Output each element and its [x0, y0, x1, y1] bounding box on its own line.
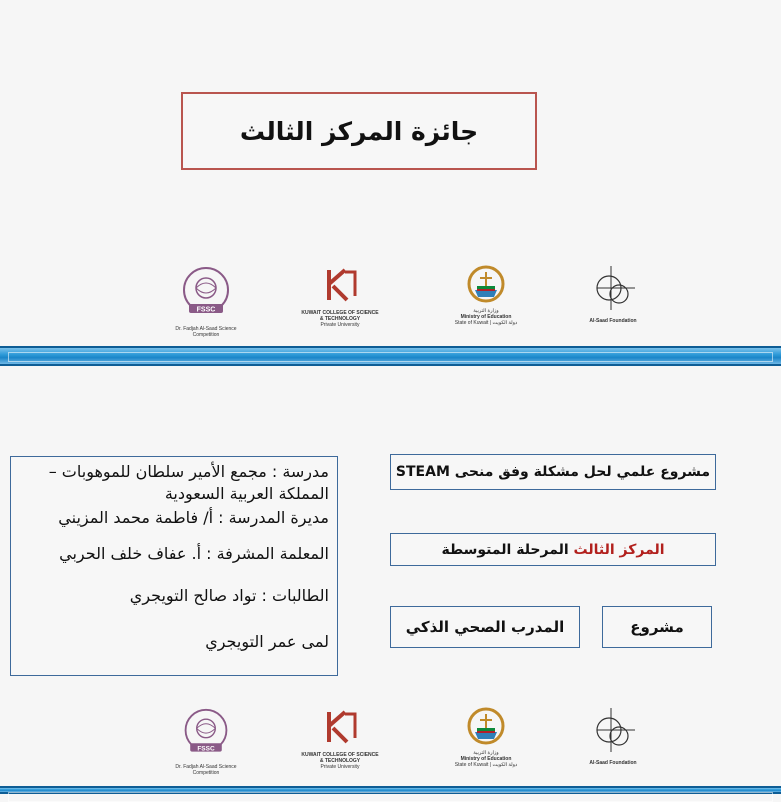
award-title: جائزة المركز الثالث — [181, 92, 537, 170]
kcst-emblem-icon — [315, 708, 365, 748]
country: المملكة العربية السعودية — [164, 484, 329, 503]
students: الطالبات : تواد صالح التويجري — [129, 586, 329, 605]
kcst-emblem-icon — [315, 266, 365, 306]
project-label-box: مشروع — [602, 606, 712, 648]
svg-text:FSSC: FSSC — [196, 306, 216, 314]
rank-text: المركز الثالث المرحلة المتوسطة — [441, 541, 665, 558]
school-name: مدرسة : مجمع الأمير سلطان للموهوبات – — [48, 462, 329, 481]
alsaad-emblem-icon — [583, 704, 643, 756]
ministry-logo-bottom: وزارة التربية Ministry of Education State of Kuwait | دولة الكويت — [446, 706, 526, 782]
fssc-logo-bottom: FSSC Dr. Fadjah Al-Saad Science Competition — [170, 708, 242, 778]
project-description-box: مشروع علمي لحل مشكلة وفق منحى STEAM — [390, 454, 716, 490]
fssc-logo: FSSC Dr. Fadjah Al-Saad Science Competition — [170, 266, 242, 338]
blue-divider — [0, 346, 781, 366]
project-name-box: المدرب الصحي الذكي — [390, 606, 580, 648]
svg-text:FSSC: FSSC — [197, 745, 215, 753]
fssc-emblem-icon — [175, 266, 237, 322]
alsaad-foundation-logo-bottom: Al-Saad Foundation — [573, 704, 653, 780]
alsaad-emblem-icon — [583, 262, 643, 314]
kuwait-emblem-icon — [466, 264, 506, 304]
kuwait-emblem-icon — [466, 706, 506, 746]
school-info-panel — [10, 456, 338, 676]
alsaad-foundation-logo: Al-Saad Foundation — [573, 262, 653, 338]
bottom-divider — [0, 786, 781, 794]
principal: مديرة المدرسة : أ/ فاطمة محمد المزيني — [58, 508, 329, 527]
student-2: لمى عمر التويجري — [205, 632, 329, 651]
ministry-logo: وزارة التربية Ministry of Education State of Kuwait | دولة الكويت — [446, 264, 526, 340]
kcst-logo: KUWAIT COLLEGE OF SCIENCE & TECHNOLOGY Private University — [300, 266, 380, 338]
kcst-logo-bottom: KUWAIT COLLEGE OF SCIENCE & TECHNOLOGY Private University — [300, 708, 380, 778]
rank-box — [390, 533, 716, 566]
fssc-emblem-icon — [175, 708, 237, 760]
supervising-teacher: المعلمة المشرفة : أ. عفاف خلف الحربي — [59, 544, 329, 563]
